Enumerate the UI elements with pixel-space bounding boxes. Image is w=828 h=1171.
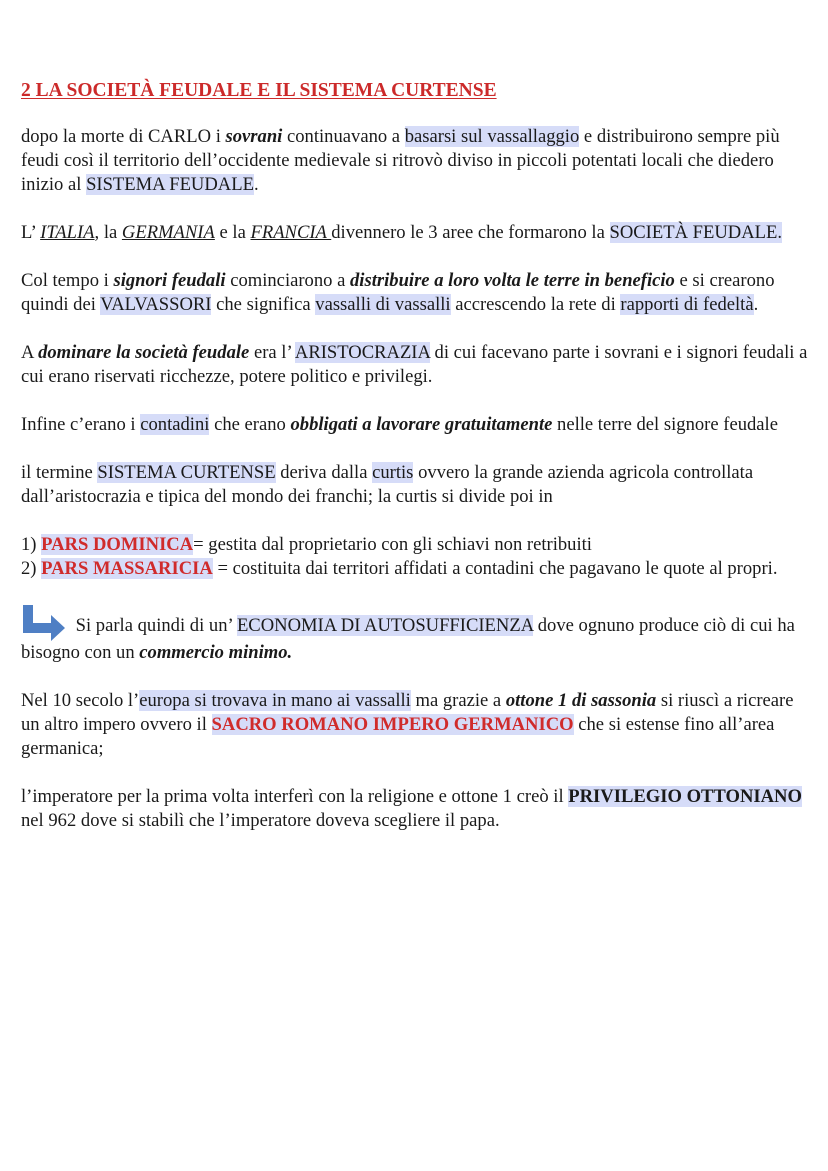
red-term: PARS DOMINICA [41,534,194,555]
underlined-italic: ITALIA [40,222,95,243]
text: si riuscì a ricreare un altro impero ovvero il [21,690,794,735]
text: A [21,342,39,363]
highlight: VALVASSORI [100,294,212,315]
text: che erano [209,414,291,435]
text: nelle terre del signore feudale [552,414,778,435]
bold-highlight: PRIVILEGIO OTTONIANO [568,786,802,807]
text: era l’ [249,342,295,363]
emphasis: sovrani [225,126,283,147]
text: Nel 10 secolo l’ [21,690,140,711]
list-number: 1) [21,534,42,555]
highlight: ARISTOCRAZIA [294,342,430,363]
text: di cui facevano parte i sovrani e i signori feudali a cui erano riservati ricchezze, potere politico e privilegi. [21,342,808,387]
paragraph-ottone [21,689,811,761]
highlight: rapporti di fedeltà [620,294,754,315]
text: nel 962 dove si stabilì che l’imperatore doveva scegliere il papa. [21,810,500,831]
highlight: SOCIETÀ FEUDALE. [609,222,783,243]
list-item-pars-massaricia [21,557,811,581]
emphasis: obbligati a lavorare gratuitamente [290,414,553,435]
highlight: contadini [140,414,210,435]
emphasis: commercio minimo. [139,642,293,663]
text: = costituita dai territori affidati a contadini che pagavano le quote al propri. [212,558,778,579]
page-title: 2 LA SOCIETÀ FEUDALE E IL SISTEMA CURTENSE [21,80,497,101]
text: continuavano a [282,126,405,147]
document-page [21,79,811,857]
text: l’imperatore per la prima volta interferì con la religione e ottone 1 creò il [21,786,569,807]
highlight: ECONOMIA DI AUTOSUFFICIENZA [236,615,534,636]
text: dove ognuno produce ciò di cui ha bisogno con un [21,615,795,663]
paragraph-economia [21,605,811,665]
text: dopo la morte di CARLO i [21,126,226,147]
text: e si crearono quindi dei [21,270,775,315]
emphasis: ottone 1 di sassonia [505,690,657,711]
text: deriva dalla [275,462,373,483]
text: Infine c’erano i [21,414,141,435]
highlight: SISTEMA CURTENSE [97,462,276,483]
text: e la [214,222,251,243]
text: ovvero la grande azienda agricola controllata dall’aristocrazia e tipica del mondo dei franchi; la curtis si divide poi in [21,462,754,507]
list-item-pars-dominica [21,533,811,557]
paragraph-carlo [21,125,811,197]
text: . [753,294,759,315]
text: L’ [21,222,41,243]
underlined-italic: GERMANIA [121,222,215,243]
text: ma grazie a [410,690,506,711]
text: . [253,174,259,195]
text: divennero le 3 aree che formarono la [331,222,610,243]
emphasis: signori feudali [113,270,226,291]
text: il termine [21,462,98,483]
paragraph-contadini [21,413,811,437]
paragraph-aree [21,221,811,245]
text: Si parla quindi di un’ [71,615,237,636]
text: = gestita dal proprietario con gli schiavi non retribuiti [193,534,592,555]
text: che significa [211,294,316,315]
red-term: SACRO ROMANO IMPERO GERMANICO [211,714,574,735]
emphasis: distribuire a loro volta le terre in beneficio [350,270,675,291]
emphasis: dominare la società feudale [38,342,250,363]
paragraph-aristocrazia [21,341,811,389]
text: cominciarono a [225,270,350,291]
text: e distribuirono sempre più feudi così il territorio dell’occidente medievale si ritrovò diviso in piccoli potentati locali che diedero inizio al [21,126,780,195]
highlight: SISTEMA FEUDALE [86,174,254,195]
highlight: europa si trovava in mano ai vassalli [139,690,411,711]
red-term: PARS MASSARICIA [41,558,213,579]
text: che si estense fino all’area germanica; [21,714,775,759]
text: accrescendo la rete di [450,294,621,315]
bent-arrow-right-icon [21,605,67,641]
highlight: curtis [372,462,414,483]
highlight: basarsi sul vassallaggio [404,126,580,147]
text: Col tempo i [21,270,114,291]
underlined-italic: FRANCIA [250,222,332,243]
paragraph-valvassori [21,269,811,317]
list-number: 2) [21,558,42,579]
text: , la [94,222,122,243]
paragraph-privilegio [21,785,811,833]
paragraph-curtense [21,461,811,509]
highlight: vassalli di vassalli [315,294,451,315]
